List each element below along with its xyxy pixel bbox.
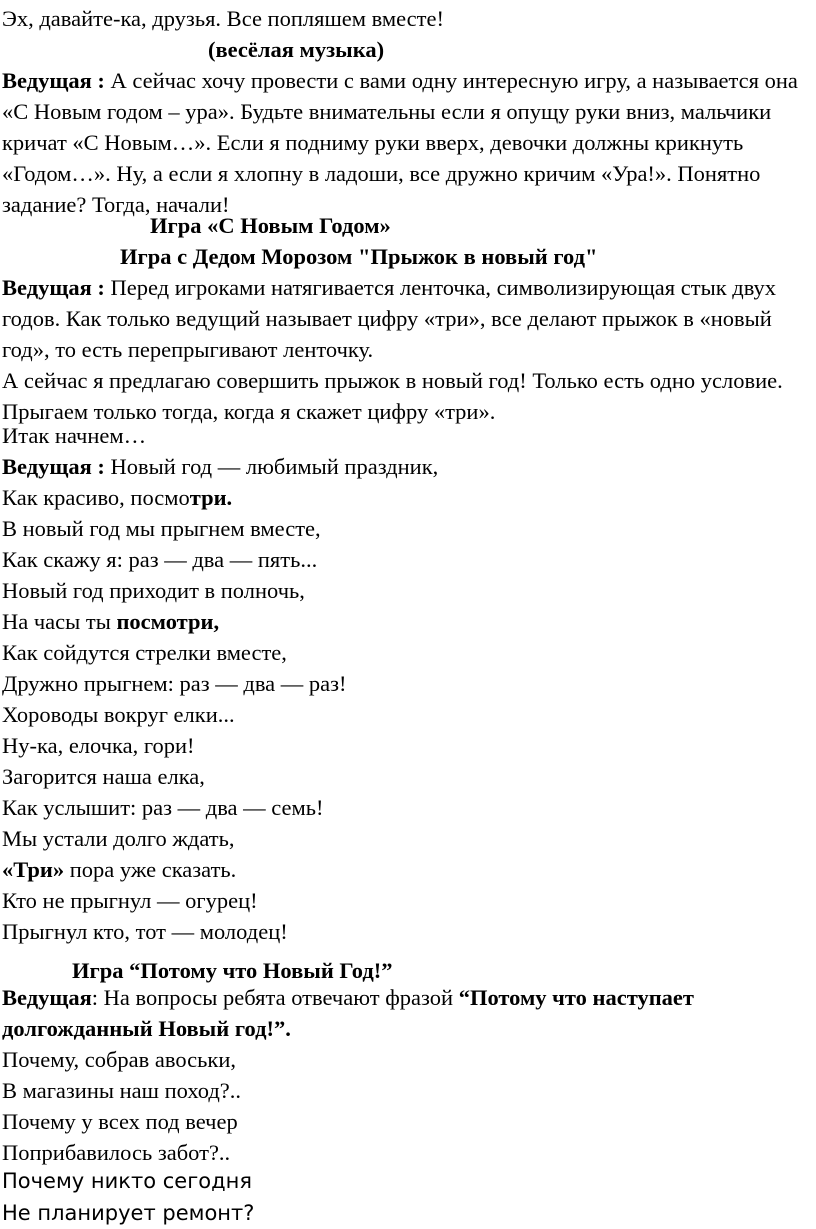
verse-line: Дружно прыгнем: раз — два — раз! <box>2 671 347 696</box>
host-label: Ведущая : <box>2 454 105 479</box>
verse-line: Как скажу я: раз — два — пять... <box>2 547 318 572</box>
host-paragraph-1-text: А сейчас хочу провести с вами одну интересную игру, а называется она «С Новым годом – ура». Будьте внимательны если я опущу руки вниз, мальчики кричат «С Новым…». Если я подниму руки вверх, девочки должны крикнуть «Годом…». Ну, а если я хлопну в ладоши, все дружно кричим «Ура!». Понятно задание? Тогда, начали! <box>2 68 798 217</box>
verse-line <box>2 854 814 885</box>
question-line: Не планирует ремонт? <box>2 1201 255 1225</box>
host-paragraph-2-text: Перед игроками натягивается ленточка, символизирующая стык двух годов. Как только ведущий называет цифру «три», все делают прыжок в «новый год», то есть перепрыгивают ленточку. <box>2 275 777 362</box>
stage-direction: (весёлая музыка) <box>208 37 385 62</box>
jump-intro-paragraph: А сейчас я предлагаю совершить прыжок в новый год! Только есть одно условие. Прыгаем только тогда, когда я скажет цифру «три». <box>2 368 783 424</box>
verse-line-emphasis: «Три» <box>2 857 65 882</box>
host-paragraph-1 <box>2 65 814 220</box>
verse-line <box>2 606 814 637</box>
verse-line: Прыгнул кто, тот — молодец! <box>2 919 288 944</box>
lets-begin-line: Итак начнем… <box>2 423 147 448</box>
question-line: Поприбавилось забот?.. <box>2 1140 231 1165</box>
question-line: Почему никто сегодня <box>2 1169 252 1193</box>
question-line: Почему, собрав авоськи, <box>2 1047 236 1072</box>
verse-line: Загорится наша елка, <box>2 764 205 789</box>
verse-line: Как услышит: раз — два — семь! <box>2 795 324 820</box>
host-label: Ведущая : <box>2 68 105 93</box>
verse-line-text: пора уже сказать. <box>64 857 237 882</box>
verse-line: Мы устали долго ждать, <box>2 826 235 851</box>
host-paragraph-2 <box>2 272 814 365</box>
verse-line <box>2 482 814 513</box>
host-label: Ведущая : <box>2 275 105 300</box>
verse-line: Как сойдутся стрелки вместе, <box>2 640 287 665</box>
answer-phrase: “Потому что наступает долгожданный Новый год!”. <box>2 985 694 1041</box>
verse-line-emphasis: три. <box>189 485 233 510</box>
verse-line: Кто не прыгнул — огурец! <box>2 888 258 913</box>
verse-line-text: На часы ты <box>2 609 117 634</box>
question-line: В магазины наш поход?.. <box>2 1078 242 1103</box>
verse-line-text: Как красиво, посмо <box>2 485 190 510</box>
game-heading-3: Игра “Потому что Новый Год!” <box>72 958 393 983</box>
verse-line: Новый год приходит в полночь, <box>2 578 305 603</box>
host-label: Ведущая <box>2 985 92 1010</box>
host-paragraph-3 <box>2 982 814 1044</box>
game-heading-1: Игра «С Новым Годом» <box>150 213 391 238</box>
question-line: Почему у всех под вечер <box>2 1109 238 1134</box>
verse-line-text: Новый год — любимый праздник, <box>104 454 439 479</box>
verse-line <box>2 451 814 482</box>
verse-line-emphasis: посмотри, <box>116 609 220 634</box>
verse-line: Ну-ка, елочка, гори! <box>2 733 195 758</box>
verse-line: В новый год мы прыгнем вместе, <box>2 516 321 541</box>
verse-line: Хороводы вокруг елки... <box>2 702 235 727</box>
game-heading-2: Игра с Дедом Морозом "Прыжок в новый год" <box>120 244 598 269</box>
host-paragraph-3-text: : На вопросы ребята отвечают фразой <box>91 985 459 1010</box>
intro-line: Эх, давайте-ка, друзья. Все попляшем вместе! <box>2 6 444 31</box>
